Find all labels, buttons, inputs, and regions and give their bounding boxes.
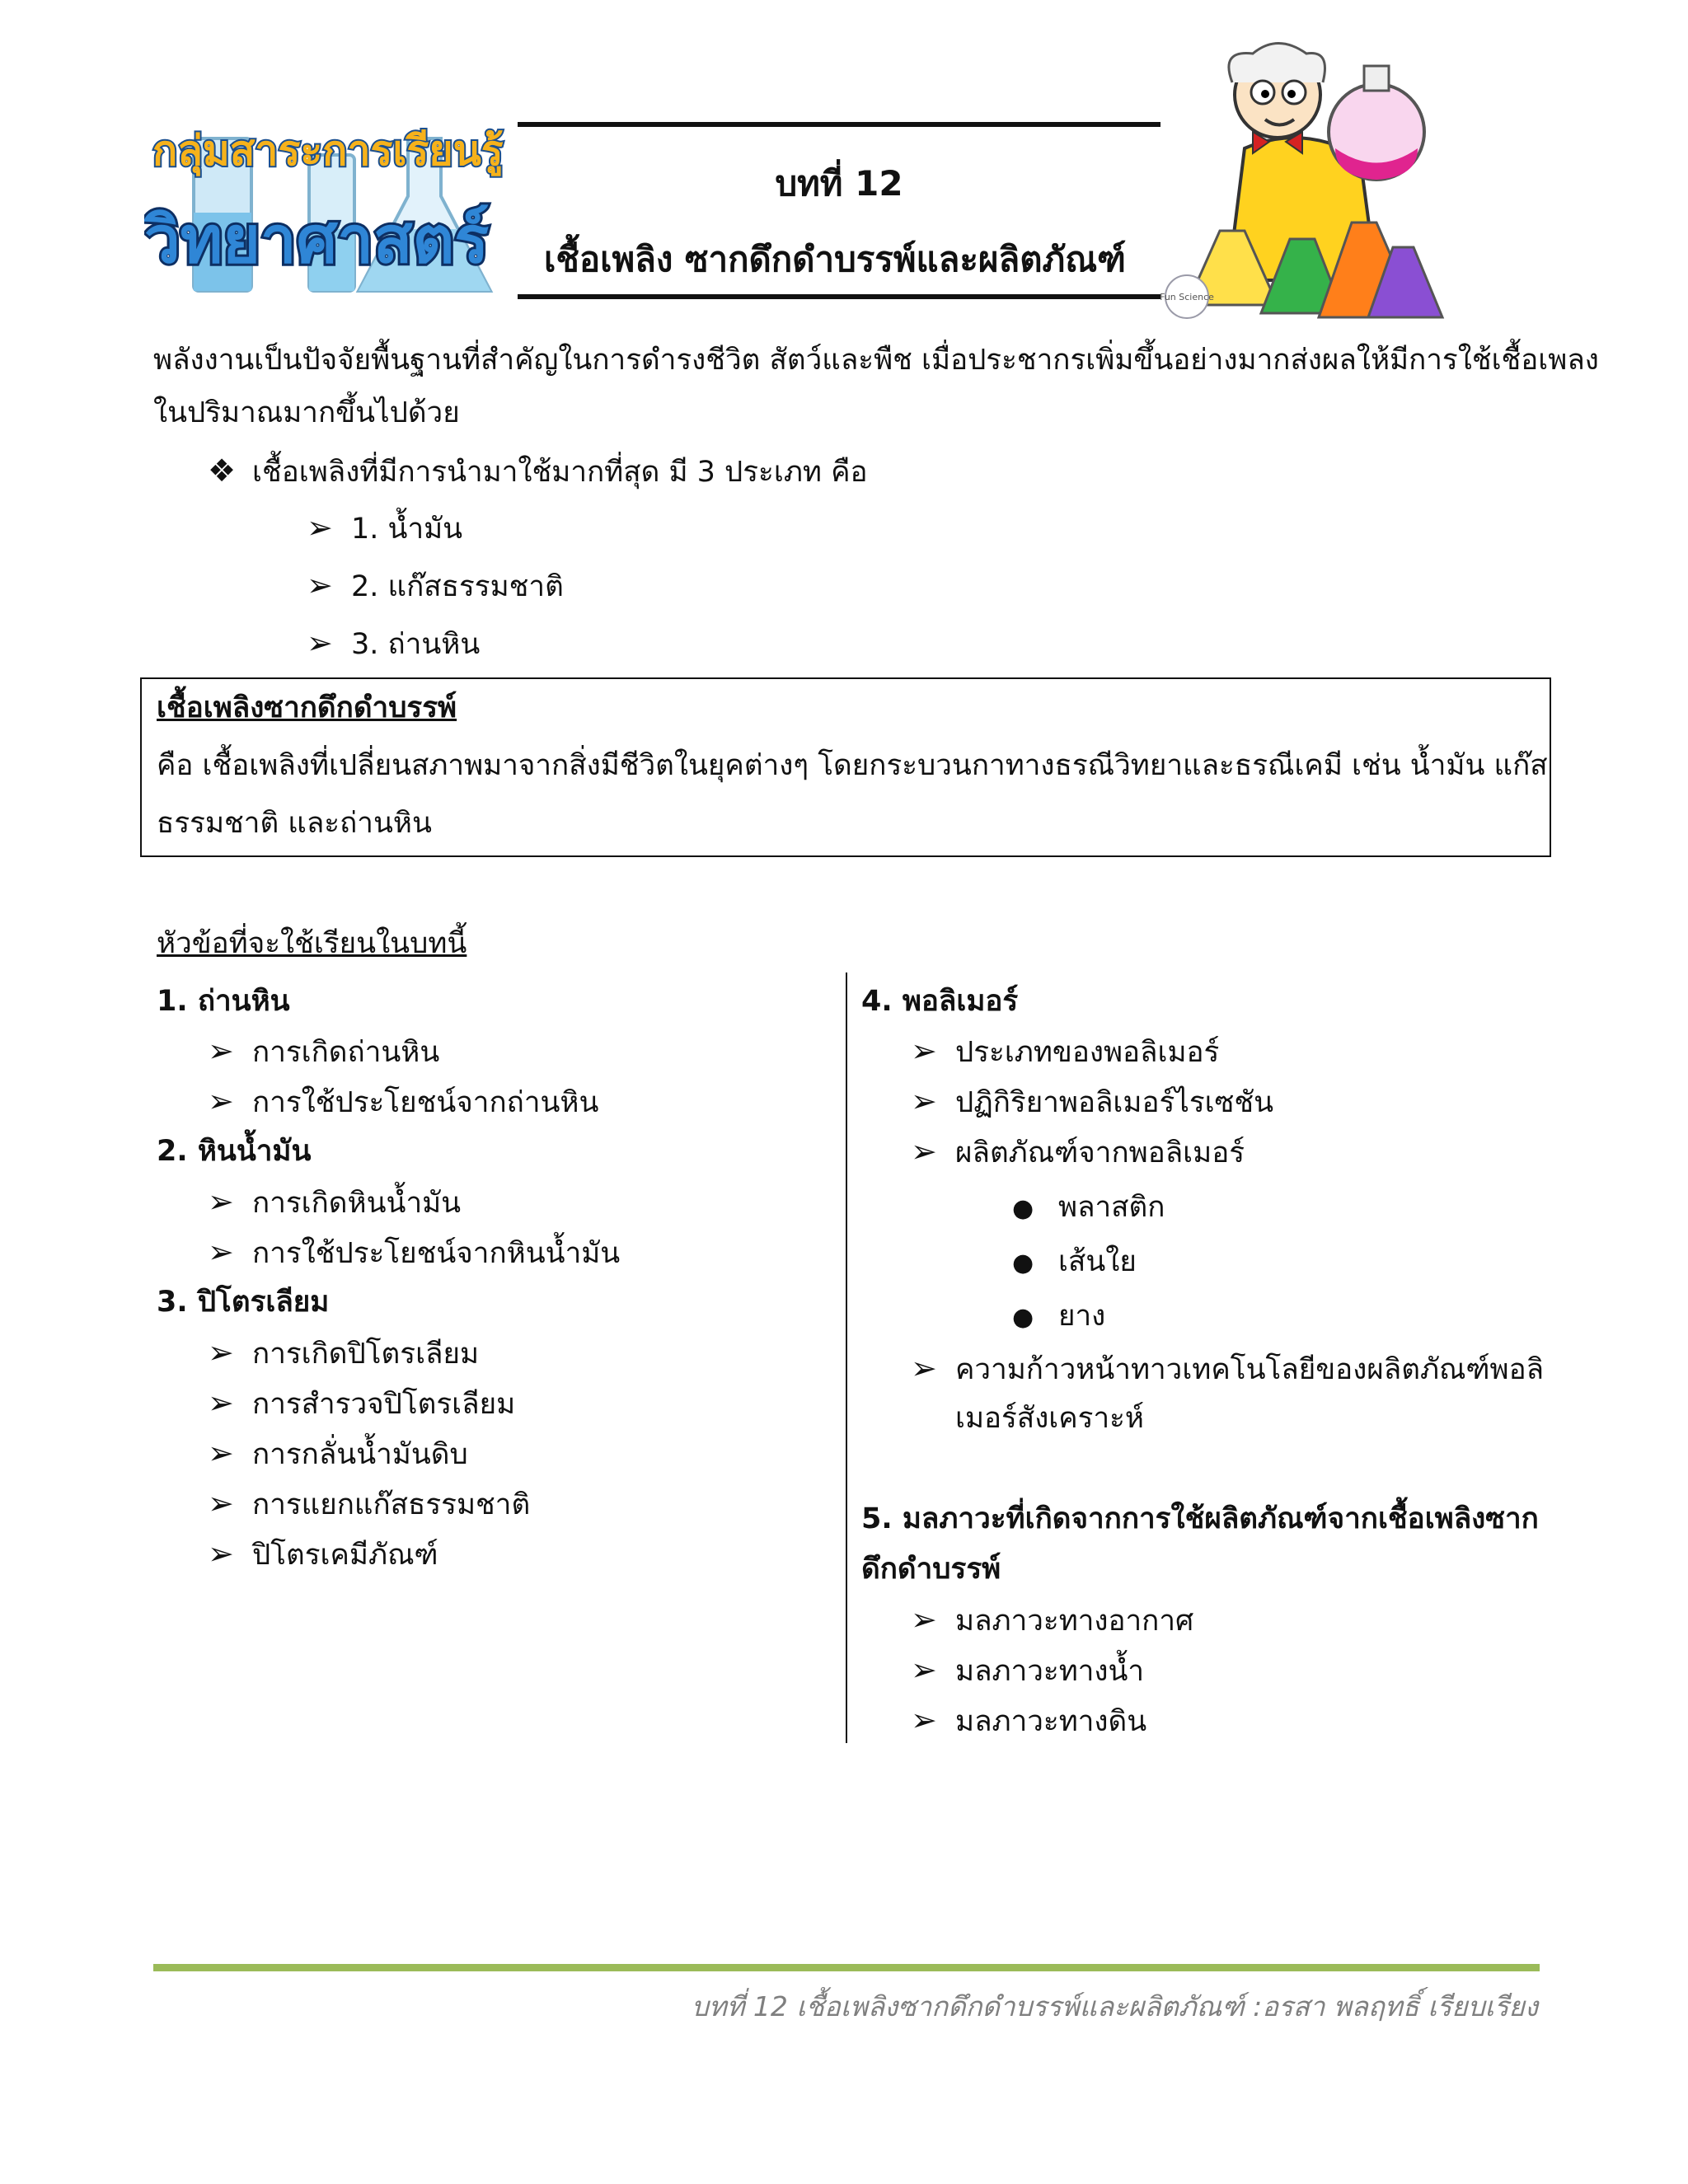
topic-item: ➢ การใช้ประโยชน์จากหินน้ำมัน (208, 1223, 620, 1282)
arrow-bullet-icon: ➢ (208, 1435, 234, 1471)
arrow-bullet-icon: ➢ (911, 1133, 937, 1169)
arrow-bullet-icon: ➢ (208, 1234, 234, 1270)
topic-item: ➢ การเกิดถ่านหิน (208, 1022, 439, 1081)
topic-title: 5. มลภาวะที่เกิดจากการใช้ผลิตภัณฑ์จากเชื้อเพลิงซาก (861, 1502, 1539, 1535)
topic-item: ➢ ปฏิกิริยาพอลิเมอร์ไรเซชัน (911, 1072, 1273, 1132)
topic-item: ➢ การกลั่นน้ำมันดิบ (208, 1424, 468, 1483)
arrow-bullet-icon: ➢ (208, 1385, 234, 1421)
footer-rule (153, 1964, 1540, 1971)
product-item: ● พลาสติก (1012, 1179, 1165, 1238)
fuel-type: ➢ 3. ถ่านหิน (307, 614, 480, 673)
topic-item: ➢ มลภาวะทางดิน (911, 1691, 1146, 1750)
arrow-bullet-icon: ➢ (208, 1334, 234, 1371)
arrow-bullet-icon: ➢ (911, 1033, 937, 1069)
product-item: ● เส้นใย (1012, 1233, 1137, 1292)
topic-item: ➢ การเกิดปิโตรเลียม (208, 1324, 479, 1383)
chapter-title: เชื้อเพลิง ซากดึกดำบรรพ์และผลิตภัณฑ์ (544, 239, 1127, 279)
arrow-bullet-icon: ➢ (208, 1183, 234, 1220)
product-item: ● ยาง (1012, 1287, 1105, 1347)
topic-item: ➢ มลภาวะทางน้ำ (911, 1641, 1144, 1700)
topic-item: ➢ ประเภทของพอลิเมอร์ (911, 1022, 1219, 1081)
topic-title: 2. หินน้ำมัน (157, 1135, 312, 1168)
fun-science-label: Fun Science (1160, 292, 1214, 302)
column-divider (846, 972, 847, 1743)
topic-item: ➢ ปิโตรเคมีภัณฑ์ (208, 1525, 438, 1584)
arrow-bullet-icon: ➢ (208, 1535, 234, 1572)
arrow-bullet-icon: ➢ (911, 1083, 937, 1119)
arrow-bullet-icon: ➢ (307, 625, 333, 661)
logo-line2: วิทยาศาสตร์ (144, 204, 490, 278)
topic-item-continuation: เมอร์สังเคราะห์ (955, 1402, 1145, 1435)
definition-line-2: ธรรมชาติ และถ่านหิน (157, 807, 432, 840)
dot-bullet-icon: ● (1012, 1249, 1034, 1277)
fuel-type: ➢ 2. แก๊สธรรมชาติ (307, 556, 564, 616)
footer-text: บทที่ 12 เชื้อเพลิงซากดึกดำบรรพ์และผลิตภัณฑ์ :อรสา พลฤทธิ์ เรียบเรียง (691, 1990, 1538, 2022)
logo-line1: กลุ่มสาระการเรียนรู้ (152, 127, 504, 175)
topic-title: 4. พอลิเมอร์ (861, 985, 1019, 1018)
arrow-bullet-icon: ➢ (911, 1702, 937, 1738)
arrow-bullet-icon: ➢ (208, 1033, 234, 1069)
topic-item: ➢ ความก้าวหน้าทาวเทคโนโลยีของผลิตภัณฑ์พอลิ (911, 1339, 1544, 1399)
cartoon-scientist-icon (1154, 33, 1451, 330)
topic-item: ➢ มลภาวะทางอากาศ (911, 1591, 1193, 1650)
topic-item: ➢ ผลิตภัณฑ์จากพอลิเมอร์ (911, 1122, 1245, 1182)
intro-line-2: ในปริมาณมากขึ้นไปด้วย (153, 396, 460, 429)
topic-item: ➢ การเกิดหินน้ำมัน (208, 1173, 461, 1232)
topic-item: ➢ การแยกแก๊สธรรมชาติ (208, 1474, 530, 1534)
dot-bullet-icon: ● (1012, 1303, 1034, 1332)
definition-line-1: คือ เชื้อเพลิงที่เปลี่ยนสภาพมาจากสิ่งมีชีวิตในยุคต่างๆ โดยกระบวนกาทางธรณีวิทยาและธรณีเคมี เช่น น้ำมัน แก๊ส (157, 749, 1548, 782)
topics-heading: หัวข้อที่จะใช้เรียนในบทนี้ (157, 927, 467, 960)
definition-title: เชื้อเพลิงซากดึกดำบรรพ์ (157, 691, 457, 724)
diamond-bullet-icon: ❖ (208, 452, 237, 489)
arrow-bullet-icon: ➢ (307, 567, 333, 603)
dot-bullet-icon: ● (1012, 1194, 1034, 1223)
arrow-bullet-icon: ➢ (208, 1083, 234, 1119)
arrow-bullet-icon: ➢ (911, 1601, 937, 1638)
topic-title: 1. ถ่านหิน (157, 985, 290, 1018)
lab-glassware-icon (144, 105, 515, 303)
header-rule-bottom (518, 294, 1160, 299)
arrow-bullet-icon: ➢ (307, 509, 333, 546)
topic-item: ➢ การใช้ประโยชน์จากถ่านหิน (208, 1072, 598, 1132)
fuel-type: ➢ 1. น้ำมัน (307, 499, 462, 558)
fuel-heading: ❖ เชื้อเพลิงที่มีการนำมาใช้มากที่สุด มี 3 ประเภท คือ (208, 442, 868, 501)
arrow-bullet-icon: ➢ (911, 1652, 937, 1688)
topic-title: 3. ปิโตรเลียม (157, 1286, 330, 1319)
intro-line-1: พลังงานเป็นปัจจัยพื้นฐานที่สำคัญในการดำรงชีวิต สัตว์และพืช เมื่อประชากรเพิ่มขึ้นอย่างมากส่งผลให้มีการใช้เชื้อเพลง (153, 344, 1599, 377)
arrow-bullet-icon: ➢ (208, 1485, 234, 1521)
chapter-number: บทที่ 12 (775, 163, 903, 204)
topic-title-continuation: ดึกดำบรรพ์ (861, 1553, 1001, 1586)
topic-item: ➢ การสำรวจปิโตรเลียม (208, 1374, 515, 1433)
arrow-bullet-icon: ➢ (911, 1350, 937, 1386)
header-rule-top (518, 122, 1160, 127)
